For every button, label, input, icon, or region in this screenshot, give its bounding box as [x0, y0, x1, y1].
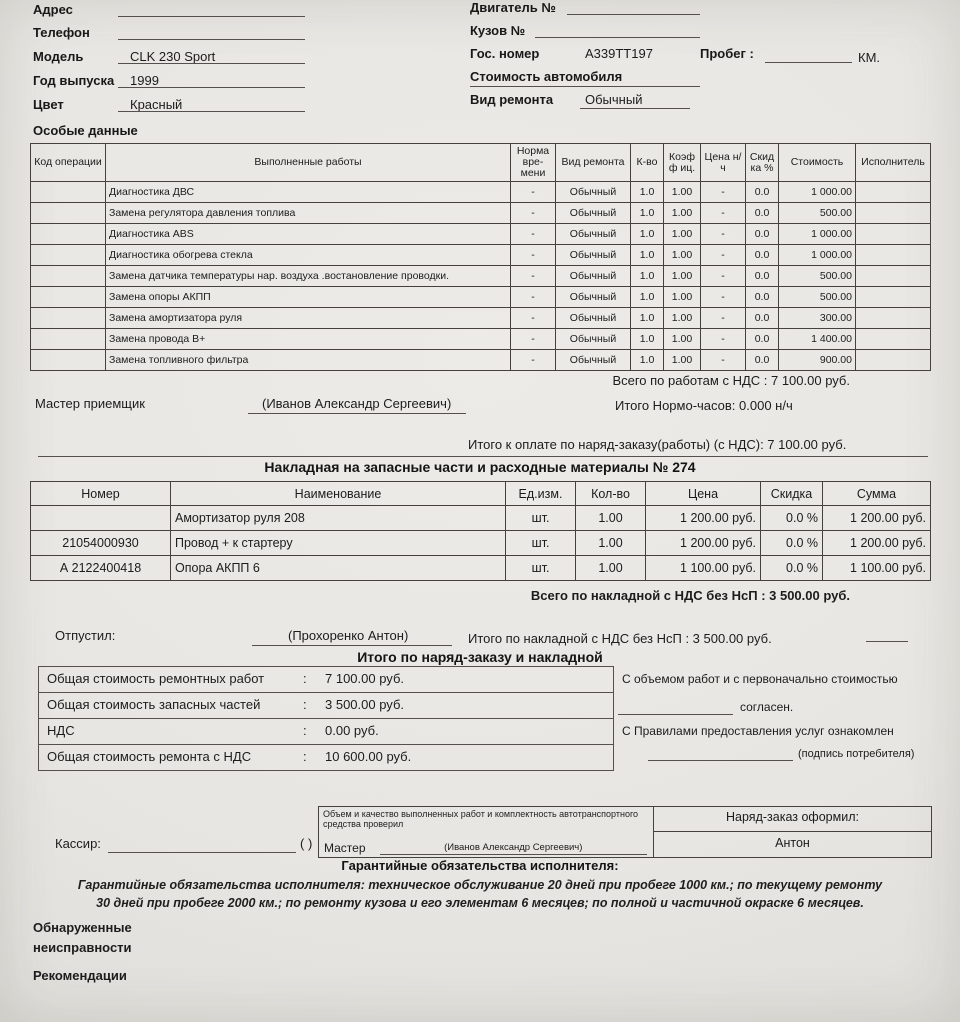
cell-price-per-hour: -	[701, 224, 746, 245]
cell-cost: 1 000.00	[779, 182, 856, 203]
cell-part-qty: 1.00	[576, 556, 646, 581]
color-line	[118, 111, 305, 112]
summary-label: Общая стоимость ремонтных работ	[47, 671, 265, 686]
cell-operation-code	[31, 182, 106, 203]
cell-discount: 0.0	[746, 182, 779, 203]
cell-part-price: 1 200.00 руб.	[646, 531, 761, 556]
cell-norm-time: -	[511, 308, 556, 329]
cell-operation-code	[31, 308, 106, 329]
cell-coefficient: 1.00	[664, 350, 701, 371]
summary-row	[39, 745, 613, 771]
summary-value: 10 600.00 руб.	[325, 749, 412, 764]
works-row	[31, 350, 931, 371]
invoice-total-2: Итого по накладной с НДС без НсП : 3 500.00 руб.	[468, 631, 772, 646]
summary-row	[39, 719, 613, 745]
cell-unit: шт.	[506, 506, 576, 531]
works-total: Всего по работам с НДС : 7 100.00 руб.	[612, 373, 850, 388]
cell-work: Замена датчика температуры нар. воздуха .востановление проводки.	[106, 266, 511, 287]
works-row	[31, 308, 931, 329]
cell-repair-type: Обычный	[556, 287, 631, 308]
parts-header-row	[31, 482, 931, 506]
inspection-text: Объем и качество выполненных работ и комплектность автотранспортного средства проверил	[323, 809, 639, 829]
cell-coefficient: 1.00	[664, 203, 701, 224]
cell-part-discount: 0.0 %	[761, 556, 823, 581]
cell-norm-time: -	[511, 245, 556, 266]
warranty-text: Гарантийные обязательства исполнителя: техническое обслуживание 20 дней при пробеге 1000 км.; по текущему ремонту 30 дней при пробеге 2000 км.; по ремонту кузова и его элементам 6 месяцев; по полной и частичной окраске 6 месяцев.	[77, 878, 883, 910]
cell-repair-type: Обычный	[556, 203, 631, 224]
model-label: Модель	[33, 49, 84, 64]
col-part-number: Номер	[31, 482, 171, 506]
col-repair-type: Вид ремонта	[556, 144, 631, 182]
cell-executor	[856, 350, 931, 371]
cell-qty: 1.0	[631, 245, 664, 266]
cell-qty: 1.0	[631, 329, 664, 350]
repair-type-value: Обычный	[585, 92, 643, 107]
cell-norm-time: -	[511, 182, 556, 203]
engine-line	[567, 14, 700, 15]
cell-qty: 1.0	[631, 287, 664, 308]
cell-qty: 1.0	[631, 350, 664, 371]
parts-body	[31, 506, 931, 581]
cell-qty: 1.0	[631, 266, 664, 287]
cell-work: Диагностика ABS	[106, 224, 511, 245]
cell-coefficient: 1.00	[664, 266, 701, 287]
cell-norm-time: -	[511, 329, 556, 350]
cell-cost: 300.00	[779, 308, 856, 329]
defects-found-label: Обнаруженные неисправности	[33, 920, 132, 955]
cell-coefficient: 1.00	[664, 245, 701, 266]
cashier-signature-line	[108, 852, 296, 853]
cell-price-per-hour: -	[701, 308, 746, 329]
master-signature-line	[248, 413, 466, 414]
mileage-unit: КМ.	[858, 50, 881, 65]
summary-label: НДС	[47, 723, 75, 738]
cell-part-sum: 1 100.00 руб.	[823, 556, 931, 581]
master-signature-row	[324, 841, 647, 855]
summary-label: Общая стоимость запасных частей	[47, 697, 261, 712]
cell-discount: 0.0	[746, 329, 779, 350]
summary-label: Общая стоимость ремонта с НДС	[47, 749, 252, 764]
cell-cost: 1 400.00	[779, 329, 856, 350]
released-by-name: (Прохоренко Антон)	[288, 628, 409, 643]
col-cost: Стоимость	[779, 144, 856, 182]
cell-discount: 0.0	[746, 266, 779, 287]
summary-value: 3 500.00 руб.	[325, 697, 405, 712]
cell-part-qty: 1.00	[576, 506, 646, 531]
works-header-row	[31, 144, 931, 182]
cell-part-discount: 0.0 %	[761, 506, 823, 531]
consumer-signature-line	[648, 760, 793, 761]
cell-qty: 1.0	[631, 308, 664, 329]
master-receiver-label: Мастер приемщик	[35, 396, 145, 411]
works-row	[31, 287, 931, 308]
cell-work: Замена топливного фильтра	[106, 350, 511, 371]
master-receiver-name: (Иванов Александр Сергеевич)	[262, 396, 452, 411]
cell-part-price: 1 200.00 руб.	[646, 506, 761, 531]
works-row	[31, 203, 931, 224]
year-value: 1999	[130, 73, 159, 88]
engine-number-label: Двигатель №	[470, 0, 556, 15]
cell-price-per-hour: -	[701, 203, 746, 224]
body-line	[535, 37, 700, 38]
cell-part-name: Амортизатор руля 208	[171, 506, 506, 531]
cell-norm-time: -	[511, 224, 556, 245]
cell-discount: 0.0	[746, 224, 779, 245]
cell-executor	[856, 287, 931, 308]
cell-norm-time: -	[511, 266, 556, 287]
cell-price-per-hour: -	[701, 329, 746, 350]
col-executor: Исполнитель	[856, 144, 931, 182]
cell-price-per-hour: -	[701, 287, 746, 308]
cell-qty: 1.0	[631, 182, 664, 203]
col-part-discount: Скидка	[761, 482, 823, 506]
cell-part-name: Провод + к стартеру	[171, 531, 506, 556]
summary-colon: :	[303, 723, 307, 738]
cell-part-number: 21054000930	[31, 531, 171, 556]
cell-work: Замена амортизатора руля	[106, 308, 511, 329]
address-line	[118, 16, 305, 17]
works-row	[31, 224, 931, 245]
master-name: (Иванов Александр Сергеевич)	[380, 842, 647, 855]
col-work: Выполненные работы	[106, 144, 511, 182]
cell-coefficient: 1.00	[664, 182, 701, 203]
col-norm-time: Норма вре-мени	[511, 144, 556, 182]
cell-repair-type: Обычный	[556, 329, 631, 350]
col-part-name: Наименование	[171, 482, 506, 506]
summary-row	[39, 667, 613, 693]
cell-repair-type: Обычный	[556, 266, 631, 287]
consumer-signature-caption: (подпись потребителя)	[798, 748, 915, 760]
warranty-title: Гарантийные обязательства исполнителя:	[341, 858, 619, 873]
cell-price-per-hour: -	[701, 350, 746, 371]
parts-table	[30, 481, 931, 581]
cell-repair-type: Обычный	[556, 224, 631, 245]
cell-part-discount: 0.0 %	[761, 531, 823, 556]
summary-value: 7 100.00 руб.	[325, 671, 405, 686]
cell-qty: 1.0	[631, 224, 664, 245]
cell-cost: 500.00	[779, 266, 856, 287]
cell-operation-code	[31, 287, 106, 308]
agree-text-1: С объемом работ и с первоначально стоимостью	[622, 672, 898, 686]
model-line	[118, 63, 305, 64]
cell-operation-code	[31, 203, 106, 224]
cell-qty: 1.0	[631, 203, 664, 224]
norm-hours-total: Итого Нормо-часов: 0.000 н/ч	[615, 398, 793, 413]
cell-work: Замена провода В+	[106, 329, 511, 350]
cashier-label: Кассир:	[55, 836, 101, 851]
recommendations-label: Рекомендации	[33, 968, 127, 983]
cell-executor	[856, 266, 931, 287]
summary-colon: :	[303, 671, 307, 686]
cell-executor	[856, 308, 931, 329]
cell-coefficient: 1.00	[664, 224, 701, 245]
works-body	[31, 182, 931, 371]
released-signature-line	[252, 645, 452, 646]
summary-colon: :	[303, 697, 307, 712]
col-operation-code: Код операции	[31, 144, 106, 182]
color-label: Цвет	[33, 97, 64, 112]
cell-unit: шт.	[506, 531, 576, 556]
cell-cost: 1 000.00	[779, 245, 856, 266]
cell-part-price: 1 100.00 руб.	[646, 556, 761, 581]
cell-repair-type: Обычный	[556, 182, 631, 203]
cell-executor	[856, 224, 931, 245]
cell-operation-code	[31, 350, 106, 371]
special-data-label: Особые данные	[33, 123, 138, 138]
works-table	[30, 143, 931, 371]
cell-cost: 900.00	[779, 350, 856, 371]
inspection-left-cell	[319, 807, 654, 857]
stamp-parens: ( )	[300, 836, 313, 851]
parts-row	[31, 506, 931, 531]
cell-cost: 500.00	[779, 287, 856, 308]
works-row	[31, 182, 931, 203]
repair-type-line	[580, 108, 690, 109]
invoice-total: Всего по накладной с НДС без НсП : 3 500.00 руб.	[530, 588, 850, 603]
rules-text: С Правилами предоставления услуг ознакомлен	[622, 724, 894, 738]
model-value: CLK 230 Sport	[130, 49, 216, 64]
cell-coefficient: 1.00	[664, 308, 701, 329]
cell-norm-time: -	[511, 203, 556, 224]
col-unit: Ед.изм.	[506, 482, 576, 506]
address-label: Адрес	[33, 2, 73, 17]
cell-part-number: А 2122400418	[31, 556, 171, 581]
phone-label: Телефон	[33, 25, 90, 40]
summary-colon: :	[303, 749, 307, 764]
cell-work: Диагностика ДВС	[106, 182, 511, 203]
cell-operation-code	[31, 266, 106, 287]
cell-cost: 1 000.00	[779, 224, 856, 245]
cell-price-per-hour: -	[701, 245, 746, 266]
cell-repair-type: Обычный	[556, 245, 631, 266]
cell-part-name: Опора АКПП 6	[171, 556, 506, 581]
repair-type-label: Вид ремонта	[470, 92, 554, 107]
order-issued-label: Наряд-заказ оформил:	[654, 807, 931, 832]
mileage-label: Пробег :	[700, 46, 754, 61]
agree-text-2: согласен.	[740, 700, 794, 714]
agree-line	[618, 714, 733, 715]
col-discount: Скидка %	[746, 144, 779, 182]
cell-discount: 0.0	[746, 245, 779, 266]
cell-part-qty: 1.00	[576, 531, 646, 556]
col-qty: К-во	[631, 144, 664, 182]
mark-line	[866, 641, 908, 642]
cell-part-sum: 1 200.00 руб.	[823, 531, 931, 556]
parts-row	[31, 556, 931, 581]
summary-table	[38, 666, 614, 771]
summary-value: 0.00 руб.	[325, 723, 379, 738]
car-cost-line	[470, 86, 700, 87]
col-part-price: Цена	[646, 482, 761, 506]
summary-row	[39, 693, 613, 719]
cell-discount: 0.0	[746, 308, 779, 329]
cell-discount: 0.0	[746, 203, 779, 224]
cell-coefficient: 1.00	[664, 329, 701, 350]
cell-work: Замена опоры АКПП	[106, 287, 511, 308]
col-coefficient: Коэфф иц.	[664, 144, 701, 182]
cell-work: Диагностика обогрева стекла	[106, 245, 511, 266]
cell-price-per-hour: -	[701, 266, 746, 287]
color-value: Красный	[130, 97, 183, 112]
works-row	[31, 329, 931, 350]
inspection-box	[318, 806, 932, 858]
year-label: Год выпуска	[33, 73, 115, 88]
cell-executor	[856, 182, 931, 203]
plate-label: Гос. номер	[470, 46, 540, 61]
works-row	[31, 266, 931, 287]
parts-row	[31, 531, 931, 556]
car-cost-label: Стоимость автомобиля	[470, 69, 623, 84]
cell-repair-type: Обычный	[556, 308, 631, 329]
released-by-label: Отпустил:	[55, 628, 116, 643]
plate-value: А339ТТ197	[585, 46, 653, 61]
works-row	[31, 245, 931, 266]
cell-executor	[856, 203, 931, 224]
mileage-line	[765, 62, 852, 63]
cell-unit: шт.	[506, 556, 576, 581]
cell-discount: 0.0	[746, 287, 779, 308]
cell-discount: 0.0	[746, 350, 779, 371]
col-price-per-hour: Цена н/ч	[701, 144, 746, 182]
col-part-sum: Сумма	[823, 482, 931, 506]
body-number-label: Кузов №	[470, 23, 526, 38]
cell-part-sum: 1 200.00 руб.	[823, 506, 931, 531]
year-line	[118, 87, 305, 88]
cell-executor	[856, 329, 931, 350]
payable-total: Итого к оплате по наряд-заказу(работы) (с НДС): 7 100.00 руб.	[468, 437, 847, 452]
master-label: Мастер	[324, 841, 366, 855]
cell-cost: 500.00	[779, 203, 856, 224]
cell-norm-time: -	[511, 350, 556, 371]
cell-executor	[856, 245, 931, 266]
col-part-qty: Кол-во	[576, 482, 646, 506]
cell-operation-code	[31, 224, 106, 245]
cell-norm-time: -	[511, 287, 556, 308]
cell-part-number	[31, 506, 171, 531]
section-divider-line	[38, 456, 928, 457]
phone-line	[118, 39, 305, 40]
cell-coefficient: 1.00	[664, 287, 701, 308]
cell-price-per-hour: -	[701, 182, 746, 203]
cell-repair-type: Обычный	[556, 350, 631, 371]
order-issued-cell	[654, 807, 931, 857]
cell-operation-code	[31, 329, 106, 350]
invoice-title: Накладная на запасные части и расходные материалы № 274	[264, 459, 696, 475]
order-issued-name: Антон	[775, 836, 810, 850]
summary-title: Итого по наряд-заказу и накладной	[357, 649, 603, 665]
cell-work: Замена регулятора давления топлива	[106, 203, 511, 224]
cell-operation-code	[31, 245, 106, 266]
